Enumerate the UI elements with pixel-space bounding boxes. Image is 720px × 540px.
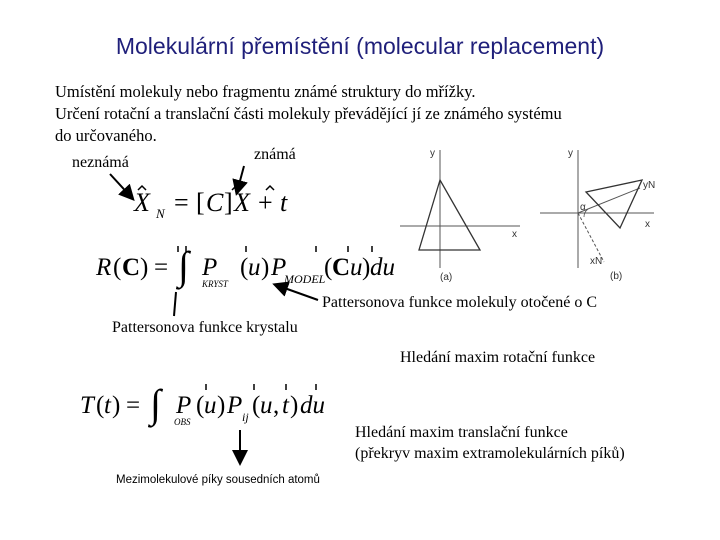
- axis-x-a: x: [512, 229, 517, 240]
- label-translation-max-1: Hledání maxim translační funkce: [355, 424, 568, 441]
- label-intermolecular-peaks: Mezimolekulové píky sousedních atomů: [116, 474, 320, 486]
- page-title: Molekulární přemístění (molecular replacement): [115, 33, 605, 59]
- axis-y-a: y: [430, 148, 435, 159]
- label-patterson-crystal: Pattersonova funkce krystalu: [112, 319, 298, 336]
- axis-yN-b: yN: [643, 180, 656, 191]
- intro-line-2: Určení rotační a translační části molekuly převádějící jí ze známého systému: [55, 104, 562, 123]
- label-translation-max-2: (překryv maxim extramolekulárních píků): [355, 445, 625, 462]
- equation-transformation: X N = [ C ] X + t: [134, 188, 288, 221]
- equation-rotation-function: R ( C ) = ∫ P KRYST ( u ) P MODEL ( C u ) du: [96, 243, 395, 289]
- intro-line-1: Umístění molekuly nebo fragmentu známé struktury do mřížky.: [55, 82, 476, 101]
- figure-label-a: (a): [440, 272, 453, 283]
- label-rotation-max: Hledání maxim rotační funkce: [400, 349, 596, 366]
- label-known: známá: [254, 146, 296, 163]
- axis-y-b: y: [568, 148, 573, 159]
- axis-xN-b: xN: [590, 256, 603, 267]
- figure-label-b: (b): [610, 271, 623, 282]
- intro-line-3: do určovaného.: [55, 126, 157, 145]
- angle-alpha: α: [580, 202, 586, 213]
- label-patterson-rotated: Pattersonova funkce molekuly otočené o C: [322, 294, 598, 311]
- figure-b: [540, 148, 655, 282]
- axis-x-b: x: [645, 219, 650, 230]
- equation-translation-function: T ( t ) = ∫ P OBS ( u ) P ij ( u , t ) du: [80, 381, 325, 427]
- label-unknown: neznámá: [72, 154, 129, 171]
- figure-a: [400, 148, 520, 283]
